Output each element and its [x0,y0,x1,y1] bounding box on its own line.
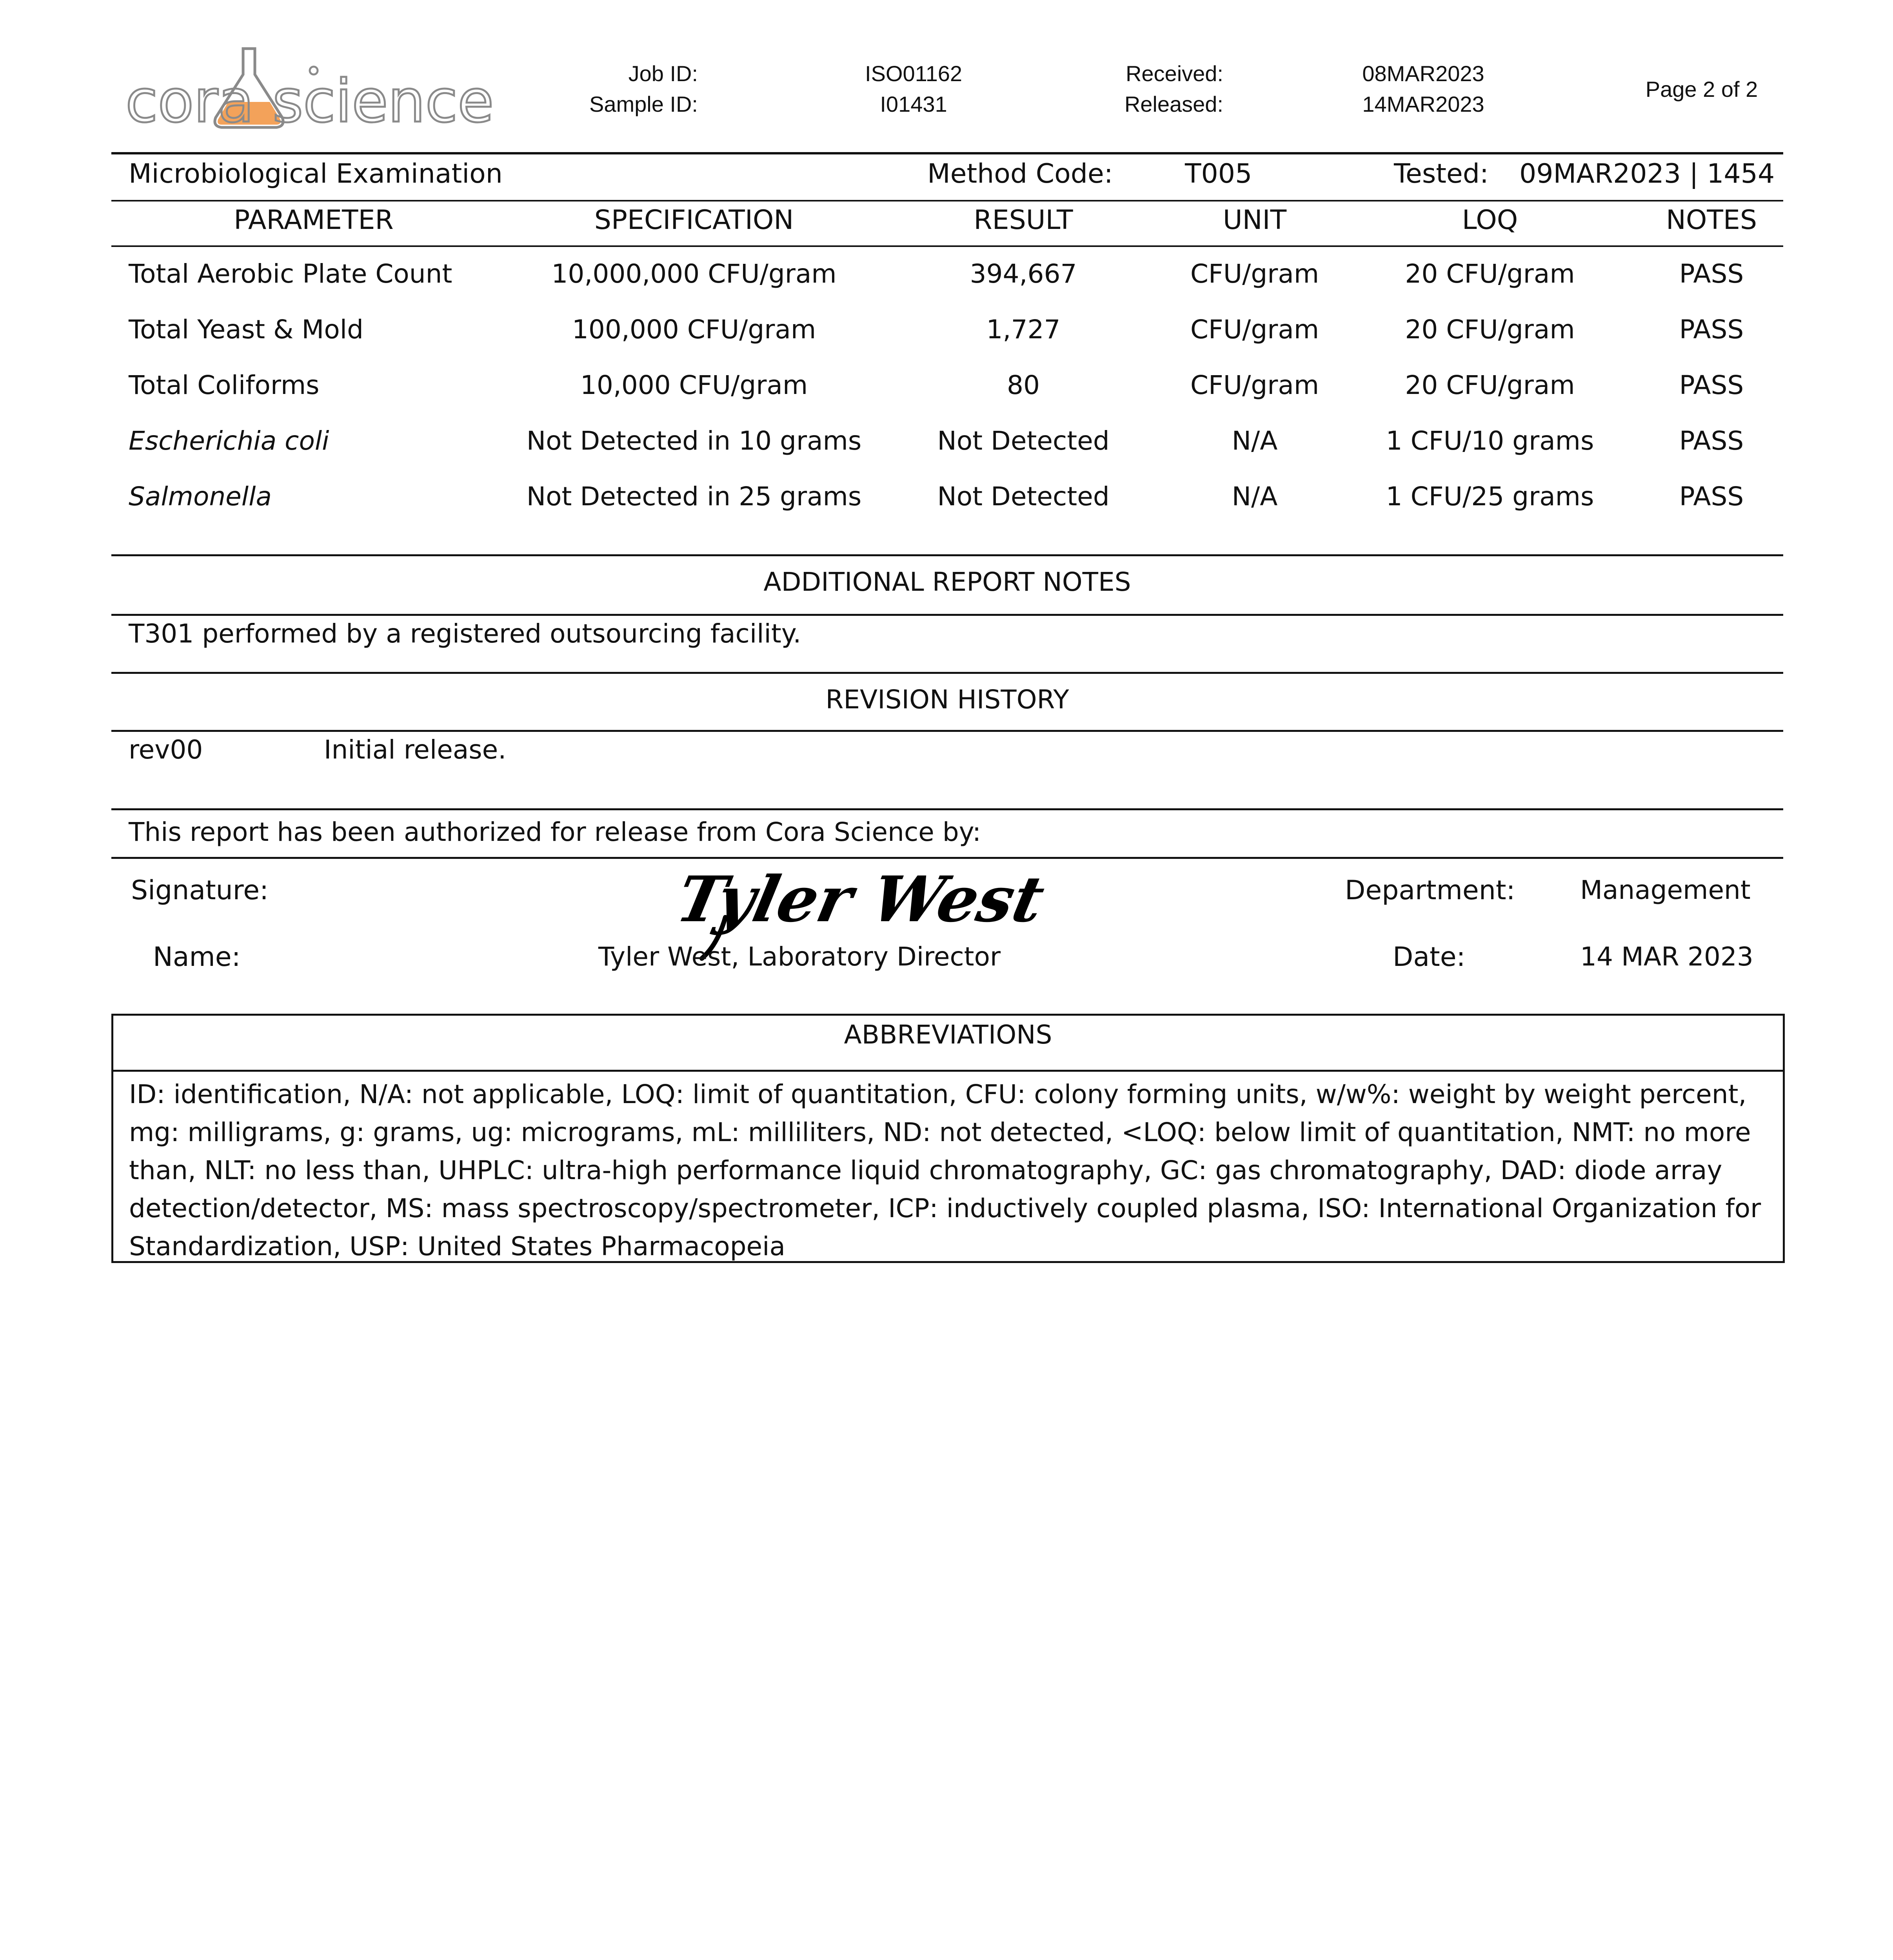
abbreviation-definition: no more than, [129,1117,1751,1185]
abbreviation-definition: colony forming units, [1026,1079,1316,1109]
abbreviation-definition: International Organization for Standardization, [129,1193,1761,1261]
revision-title-rule [111,730,1783,732]
abbreviation-term: UHPLC: [438,1155,534,1185]
column-header: SPECIFICATION [594,205,794,236]
tested-value: 09MAR2023 | 1454 [1519,158,1775,189]
abbreviation-definition: below limit of quantitation, [1206,1117,1572,1147]
revision-history-title: REVISION HISTORY [825,684,1069,715]
abbreviation-definition: no less than, [256,1155,439,1185]
abbreviation-term: <LOQ: [1121,1117,1206,1147]
revision-number: rev00 [129,735,203,765]
additional-notes-title: ADDITIONAL REPORT NOTES [763,567,1131,597]
abbreviation-definition: limit of quantitation, [684,1079,965,1109]
sample-id-value: I01431 [880,92,947,116]
job-id-label: Job ID: [628,61,698,86]
abbreviation-term: DAD: [1500,1155,1566,1185]
column-header: RESULT [974,205,1073,236]
notes-title-rule [111,614,1783,616]
param-name: Total Aerobic Plate Count [129,259,452,289]
abbreviation-term: N/A: [359,1079,413,1109]
revision-top-rule [111,672,1783,674]
param-name: Salmonella [129,481,272,512]
unit: CFU/gram [1190,259,1319,289]
abbreviation-term: NMT: [1571,1117,1635,1147]
unit: N/A [1232,481,1278,512]
abbreviation-definition: United States Pharmacopeia [409,1231,785,1261]
abbreviation-term: w/w%: [1315,1079,1400,1109]
department-value: Management [1580,875,1751,905]
abbreviation-definition: diode array detection/detector, [129,1155,1722,1223]
abbreviation-definition: not detected, [931,1117,1122,1147]
logo-graphic [125,43,494,136]
result: Not Detected [937,481,1110,512]
method-code-value: T005 [1185,158,1252,189]
abbreviations-box [111,1014,1785,1263]
abbreviation-term: NLT: [204,1155,256,1185]
abbreviation-definition: mass spectroscopy/spectrometer, [433,1193,888,1223]
logo-word-science: science [273,67,494,136]
loq: 20 CFU/gram [1405,259,1575,289]
abbreviations-title-rule [113,1070,1783,1072]
param-name: Escherichia coli [129,426,329,456]
spec: 10,000 CFU/gram [580,370,808,400]
section-title: Microbiological Examination [129,158,503,189]
department-label: Department: [1345,875,1515,906]
page-number: Page 2 of 2 [1645,77,1758,102]
signature-glyphs: Tyler West [670,862,1051,936]
abbreviation-term: ND: [883,1117,931,1147]
received-label: Received: [1125,61,1223,86]
param-name: Total Yeast & Mold [129,314,363,345]
additional-note-text: T301 performed by a registered outsourcing facility. [129,619,801,649]
column-header: PARAMETER [234,205,394,236]
pass-status: PASS [1679,481,1744,512]
notes-top-rule [111,554,1783,556]
released-value: 14MAR2023 [1362,92,1484,116]
abbreviation-definition: milligrams, [179,1117,340,1147]
signature-label: Signature: [131,875,269,906]
result: 80 [1007,370,1040,400]
abbreviations-text [129,1075,1772,1265]
spec: Not Detected in 25 grams [526,481,862,512]
authorization-statement: This report has been authorized for release from Cora Science by: [129,817,981,847]
signer-name: Tyler West, Laboratory Director [598,942,1001,972]
job-id-value: ISO01162 [865,61,963,86]
unit: CFU/gram [1190,314,1319,345]
spec: Not Detected in 10 grams [526,426,862,456]
pass-status: PASS [1679,426,1744,456]
abbreviation-definition: grams, [365,1117,471,1147]
method-code-label: Method Code: [927,158,1113,189]
abbreviation-term: GC: [1160,1155,1207,1185]
table-header-rule [111,245,1783,247]
abbreviation-definition: milliliters, [739,1117,883,1147]
abbreviation-term: USP: [349,1231,409,1261]
abbreviation-term: g: [340,1117,365,1147]
abbreviation-definition: gas chromatography, [1207,1155,1501,1185]
header-rule [111,152,1783,154]
column-header: UNIT [1223,205,1287,236]
pass-status: PASS [1679,370,1744,400]
loq: 1 CFU/25 grams [1386,481,1594,512]
param-name: Total Coliforms [129,370,320,400]
sample-id-label: Sample ID: [589,92,698,116]
abbreviation-definition: ultra-high performance liquid chromatography, [533,1155,1160,1185]
spec: 10,000,000 CFU/gram [551,259,837,289]
abbreviation-term: ID: [129,1079,165,1109]
abbreviation-term: mL: [691,1117,740,1147]
column-header: NOTES [1666,205,1757,236]
result: 1,727 [986,314,1061,345]
result: 394,667 [970,259,1077,289]
pass-status: PASS [1679,314,1744,345]
date-label: Date: [1393,942,1466,973]
abbreviation-term: CFU: [965,1079,1026,1109]
date-value: 14 MAR 2023 [1580,942,1753,972]
abbreviation-term: ug: [471,1117,513,1147]
unit: N/A [1232,426,1278,456]
tested-label: Tested: [1394,158,1489,189]
loq: 20 CFU/gram [1405,370,1575,400]
abbreviation-definition: not applicable, [413,1079,621,1109]
logo-word-cora: cora [125,67,254,136]
pass-status: PASS [1679,259,1744,289]
abbreviation-term: ICP: [888,1193,938,1223]
abbreviation-term: MS: [385,1193,433,1223]
abbreviations-title: ABBREVIATIONS [844,1020,1052,1050]
received-value: 08MAR2023 [1362,61,1484,86]
abbreviation-definition: identification, [165,1079,360,1109]
abbreviation-term: ISO: [1317,1193,1370,1223]
abbreviation-term: LOQ: [621,1079,684,1109]
loq: 20 CFU/gram [1405,314,1575,345]
abbreviation-definition: weight by weight percent, [1400,1079,1747,1109]
unit: CFU/gram [1190,370,1319,400]
table-top-rule [111,200,1783,201]
name-label: Name: [153,942,241,973]
auth-rule [111,857,1783,859]
abbreviation-definition: micrograms, [512,1117,692,1147]
cora-science-logo [125,43,494,136]
result: Not Detected [937,426,1110,456]
revision-description: Initial release. [324,735,507,765]
loq: 1 CFU/10 grams [1386,426,1594,456]
released-label: Released: [1124,92,1223,116]
abbreviation-term: mg: [129,1117,180,1147]
abbreviation-definition: inductively coupled plasma, [938,1193,1318,1223]
auth-top-rule [111,808,1783,810]
column-header: LOQ [1462,205,1518,236]
spec: 100,000 CFU/gram [572,314,816,345]
